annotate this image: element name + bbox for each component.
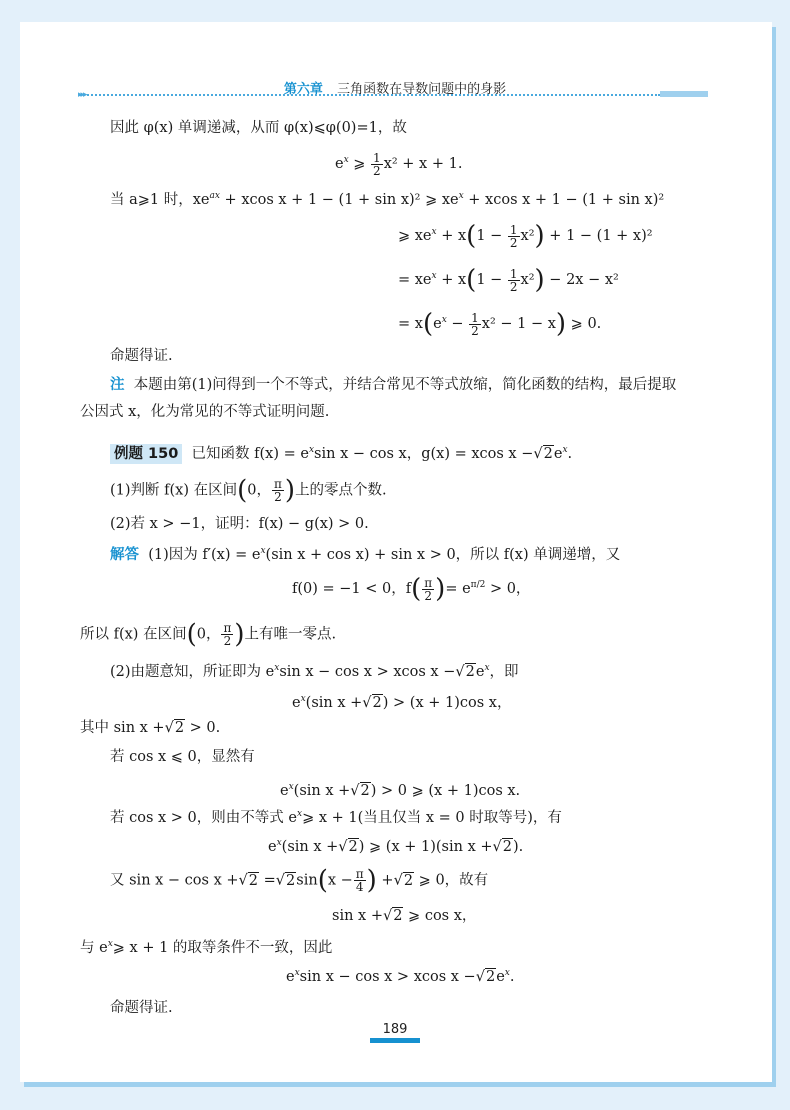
sup: x xyxy=(300,694,306,704)
text: ). xyxy=(513,839,524,855)
sup: π/2 xyxy=(470,580,486,590)
text: sin x + xyxy=(332,908,383,924)
answer-line xyxy=(110,541,620,565)
text: + x xyxy=(436,228,467,244)
text: + xcos x + 1 − (1 + sin x)² ⩾ xe xyxy=(219,192,459,208)
text-line xyxy=(80,934,332,958)
text: 若 cos x ⩽ 0，显然有 xyxy=(110,749,255,765)
equation xyxy=(286,963,514,987)
sup: x xyxy=(308,445,315,455)
sup: x xyxy=(431,227,437,237)
text-line xyxy=(80,718,220,738)
sup: x xyxy=(484,663,490,673)
question-2 xyxy=(110,514,369,534)
text-line xyxy=(110,998,173,1018)
equation xyxy=(398,222,653,249)
paren: ( xyxy=(466,265,477,295)
text: . xyxy=(567,446,573,462)
text: x − xyxy=(327,872,353,889)
text: e xyxy=(433,316,442,332)
paren: ( xyxy=(237,475,248,506)
text: 1 − xyxy=(476,228,503,244)
numerator: 1 xyxy=(509,266,518,281)
radicand: 2 xyxy=(485,969,496,985)
text: 若 cos x > 0，则由不等式 e xyxy=(110,810,297,826)
radicand: 2 xyxy=(348,839,358,855)
page-number-bar xyxy=(370,1038,420,1043)
text-line xyxy=(110,658,519,682)
equation xyxy=(335,150,462,177)
text: sin xyxy=(296,872,318,889)
example-badge: 例题 150 xyxy=(110,444,182,464)
sup: x xyxy=(288,782,294,792)
text-line xyxy=(110,804,562,828)
text: sin x − cos x > xcos x − xyxy=(279,664,456,680)
radicand: 2 xyxy=(393,908,403,924)
numerator: π xyxy=(274,477,282,491)
text: (sin x + cos x) + sin x > 0，所以 f(x) 单调递增，又 xyxy=(265,547,621,563)
sqrt-sign: √ xyxy=(164,720,174,736)
radicand: 2 xyxy=(403,872,414,889)
sqrt-sign: √ xyxy=(382,908,393,924)
text: f(0) = −1 < 0，f xyxy=(292,581,412,597)
sqrt-sign: √ xyxy=(492,839,502,855)
denominator: 2 xyxy=(373,163,381,178)
paren: ( xyxy=(317,865,328,896)
fraction xyxy=(371,152,383,177)
text: e xyxy=(292,695,301,711)
sqrt-sign: √ xyxy=(275,872,286,889)
chapter-label: 第六章 xyxy=(283,82,323,97)
paren: ) xyxy=(234,619,245,650)
question-1 xyxy=(110,475,387,506)
equation xyxy=(398,266,619,293)
text: > 0， xyxy=(485,581,531,597)
header-rule-bar xyxy=(660,91,708,97)
answer-label: 解答 xyxy=(110,547,139,563)
text: e xyxy=(280,783,289,799)
text: 当 a⩾1 时，xe xyxy=(110,192,210,208)
text: = xyxy=(259,872,276,889)
sup: x xyxy=(441,315,447,325)
text: . xyxy=(509,969,515,985)
note-line xyxy=(110,375,676,395)
text: + x xyxy=(436,272,467,288)
text: x² xyxy=(520,272,535,288)
fraction xyxy=(272,478,284,503)
numerator: π xyxy=(223,621,232,635)
equation xyxy=(110,186,664,210)
text: ⩾ 0. xyxy=(566,316,602,332)
text: 本题由第(1)问得到一个不等式，并结合常见不等式放缩，简化函数的结构，最后提取 xyxy=(133,377,677,393)
sup: x xyxy=(296,809,303,819)
text: (2)若 x > −1，证明：f(x) − g(x) > 0. xyxy=(110,516,369,532)
text: (sin x + xyxy=(281,839,339,855)
equation xyxy=(292,575,530,602)
text: + xyxy=(376,872,394,889)
text: > 0. xyxy=(185,720,221,736)
sup: x xyxy=(294,968,300,978)
text: ⩾ cos x， xyxy=(403,908,477,924)
text: − 2x − x² xyxy=(544,272,619,288)
page-number: 189 xyxy=(382,1022,408,1037)
text: ⩾ 0，故有 xyxy=(414,872,489,889)
sqrt-sign: √ xyxy=(338,839,348,855)
denominator: 4 xyxy=(355,880,364,894)
text: 其中 sin x + xyxy=(80,720,165,736)
sqrt-sign: √ xyxy=(475,969,485,985)
text: (sin x + xyxy=(305,695,363,711)
fraction xyxy=(508,224,520,249)
text: 与 e xyxy=(80,940,108,956)
text: ，即 xyxy=(489,664,519,680)
sup: x xyxy=(276,838,282,848)
fraction xyxy=(508,268,520,293)
text: e xyxy=(553,446,563,462)
text-line xyxy=(80,619,337,650)
text-line xyxy=(110,747,255,767)
text: + 1 − (1 + x)² xyxy=(544,228,653,244)
text: 1 − xyxy=(476,272,503,288)
denominator: 2 xyxy=(509,235,518,250)
sqrt-sign: √ xyxy=(455,664,465,680)
paren: ) xyxy=(555,309,567,339)
radicand: 2 xyxy=(465,664,475,680)
sqrt-sign: √ xyxy=(393,872,403,889)
fraction xyxy=(221,622,233,647)
sup: x xyxy=(343,155,349,165)
note-label: 注 xyxy=(110,377,125,393)
header-dotted-rule xyxy=(80,94,660,96)
text: ⩾ x + 1(当且仅当 x = 0 时取等号)，有 xyxy=(302,810,562,826)
text: ⩾ xyxy=(353,156,366,172)
text: 0， xyxy=(196,626,221,643)
text: 已知函数 f(x) = e xyxy=(191,446,309,462)
header-rule-arrow-icon: ▸▸▸ xyxy=(78,90,86,100)
chapter-title: 三角函数在导数问题中的身影 xyxy=(337,82,507,97)
sqrt-sign: √ xyxy=(533,446,543,462)
sqrt-sign: √ xyxy=(350,783,360,799)
equation xyxy=(398,310,601,337)
text: (sin x + xyxy=(293,783,351,799)
note-line xyxy=(80,402,329,422)
paren: ) xyxy=(534,221,545,251)
sup: x xyxy=(562,445,568,455)
paren: ( xyxy=(411,574,422,604)
sup: x xyxy=(504,968,510,978)
text: (2)由题意知，所证即为 e xyxy=(110,664,275,680)
radicand: 2 xyxy=(502,839,512,855)
equation xyxy=(280,777,520,801)
paren: ) xyxy=(435,574,446,604)
sqrt-sign: √ xyxy=(238,872,248,889)
text: x² + x + 1. xyxy=(383,156,463,172)
text: = e xyxy=(445,581,471,597)
text-line xyxy=(110,118,407,138)
radicand: 2 xyxy=(248,872,259,889)
text: x² − 1 − x xyxy=(481,316,556,332)
sup: x xyxy=(274,663,280,673)
text: e xyxy=(286,969,295,985)
paren: ( xyxy=(466,221,477,251)
text: ) > 0 ⩾ (x + 1)cos x. xyxy=(370,783,521,799)
text: − xyxy=(446,316,464,332)
fraction xyxy=(354,868,366,893)
denominator: 2 xyxy=(223,634,232,648)
fraction xyxy=(422,577,434,602)
paren: ) xyxy=(534,265,545,295)
example-statement xyxy=(110,440,572,464)
denominator: 2 xyxy=(471,323,479,338)
denominator: 2 xyxy=(274,490,282,504)
text: ) ⩾ (x + 1)(sin x + xyxy=(358,839,493,855)
text: sin x − cos x，g(x) = xcos x − xyxy=(314,446,534,462)
text: (1)因为 f′(x) = e xyxy=(148,547,261,563)
text: (1)判断 f(x) 在区间 xyxy=(110,482,238,499)
text: 所以 f(x) 在区间 xyxy=(80,626,187,643)
numerator: 1 xyxy=(373,150,381,165)
denominator: 2 xyxy=(509,279,518,294)
sup: x xyxy=(458,191,464,201)
equation xyxy=(332,906,476,926)
paren: ) xyxy=(284,475,296,506)
radicand: 2 xyxy=(174,720,185,736)
sqrt-sign: √ xyxy=(362,695,372,711)
radicand: 2 xyxy=(543,446,553,462)
text: 命题得证. xyxy=(110,1000,173,1016)
text-line xyxy=(110,346,173,366)
paren: ( xyxy=(422,309,434,339)
text: sin x − cos x > xcos x − xyxy=(299,969,476,985)
text: = x xyxy=(398,316,423,332)
text: x² xyxy=(520,228,535,244)
text: 又 sin x − cos x + xyxy=(110,872,239,889)
radicand: 2 xyxy=(372,695,382,711)
numerator: 1 xyxy=(471,310,479,325)
text: = xe xyxy=(398,272,432,288)
sup: x xyxy=(107,939,113,949)
text: ⩾ xe xyxy=(398,228,432,244)
text: 0， xyxy=(247,482,272,499)
numerator: π xyxy=(355,867,364,881)
text: e xyxy=(268,839,277,855)
text: ) > (x + 1)cos x， xyxy=(382,695,512,711)
text: 命题得证. xyxy=(110,348,173,364)
text: 因此 φ(x) 单调递减，从而 φ(x)⩽φ(0)=1，故 xyxy=(110,120,407,136)
text: 上的零点个数. xyxy=(295,482,387,499)
text: e xyxy=(475,664,485,680)
paren: ( xyxy=(186,619,197,650)
paren: ) xyxy=(366,865,377,896)
text-line xyxy=(110,865,489,896)
text: e xyxy=(496,969,505,985)
equation xyxy=(292,689,511,713)
text: + xcos x + 1 − (1 + sin x)² xyxy=(463,192,665,208)
numerator: 1 xyxy=(509,222,518,237)
sup: ax xyxy=(209,191,220,201)
text: e xyxy=(335,156,344,172)
text: 上有唯一零点. xyxy=(244,626,337,643)
radicand: 2 xyxy=(286,872,296,889)
denominator: 2 xyxy=(424,588,433,603)
fraction xyxy=(469,312,481,337)
equation xyxy=(268,833,523,857)
numerator: π xyxy=(424,575,433,590)
sup: x xyxy=(260,546,266,556)
radicand: 2 xyxy=(360,783,370,799)
text: ⩾ x + 1 的取等条件不一致，因此 xyxy=(112,940,333,956)
sup: x xyxy=(431,271,437,281)
text: 公因式 x，化为常见的不等式证明问题. xyxy=(80,404,330,420)
